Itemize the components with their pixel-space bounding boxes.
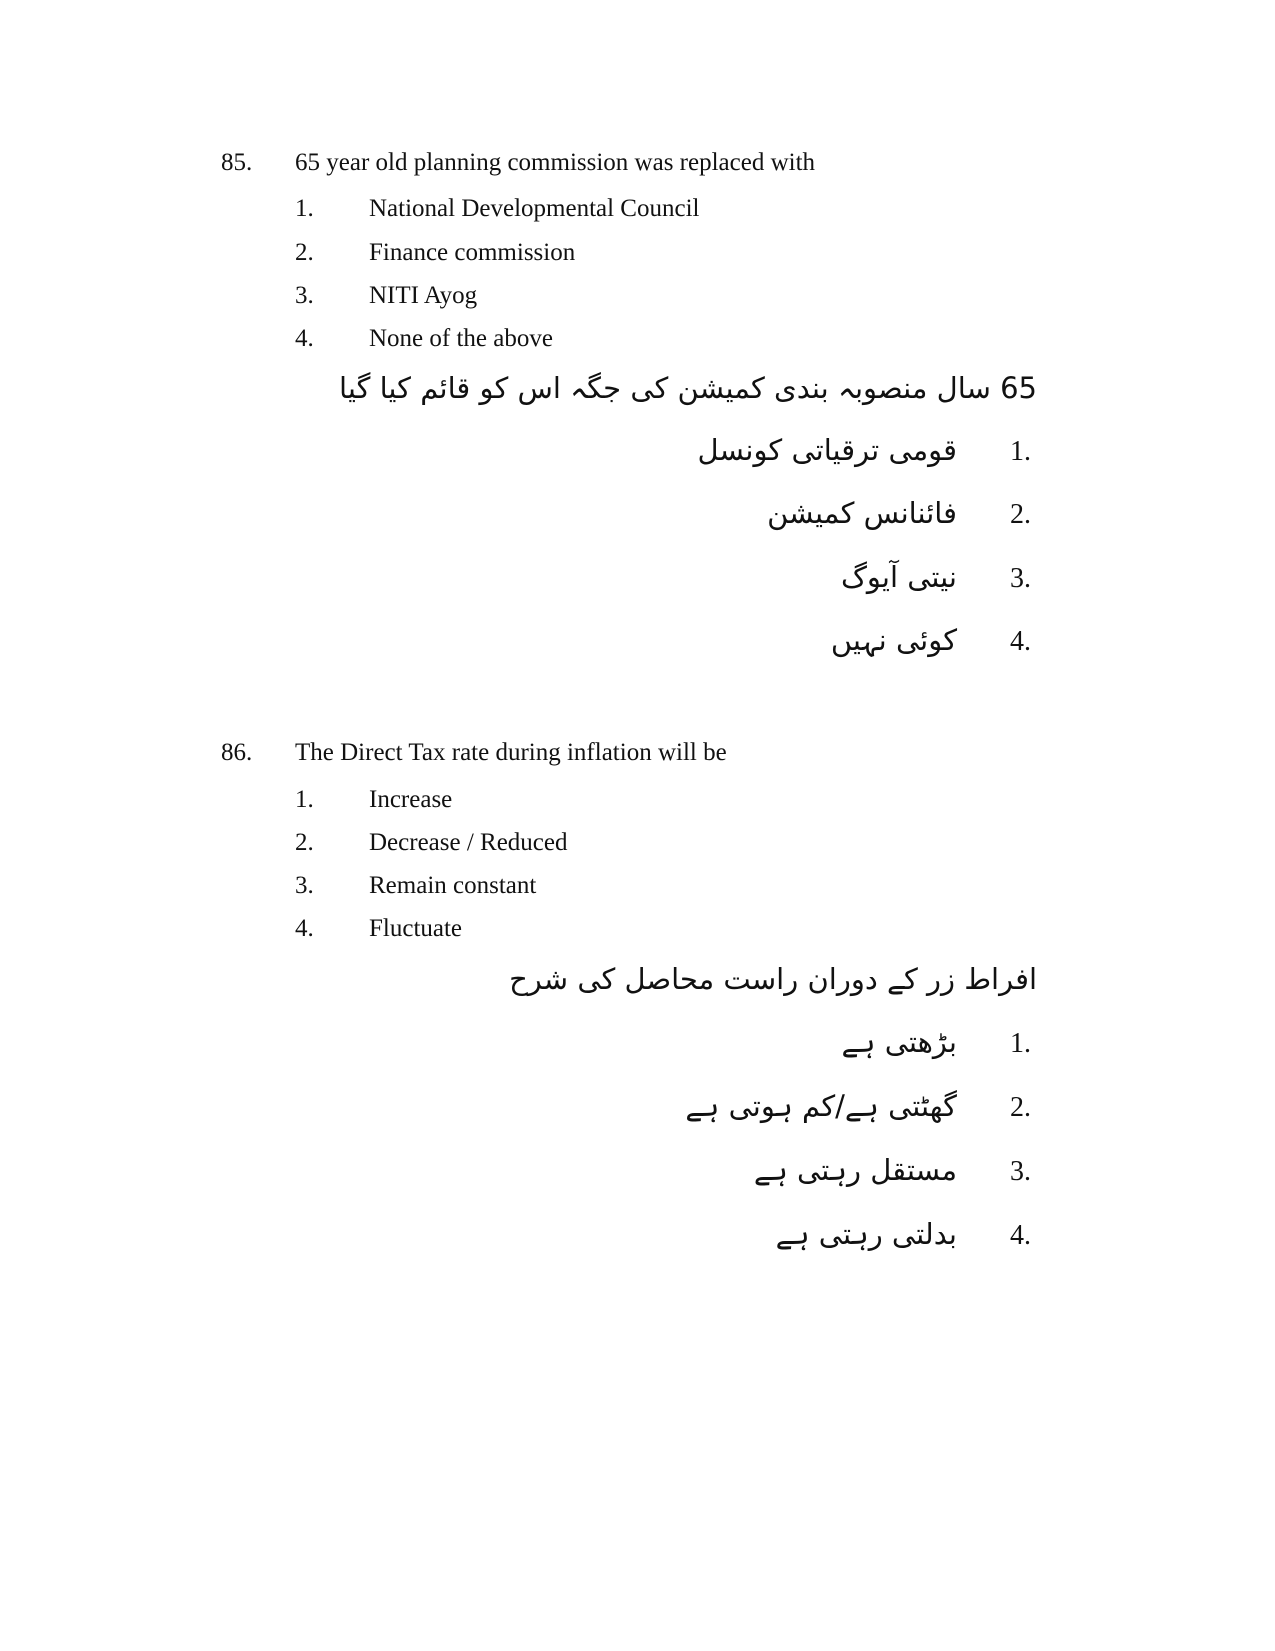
option-text: None of the above (369, 325, 553, 352)
urdu-option-number: 2. (1010, 499, 1031, 530)
urdu-option-text: مستقل رہتی ہے (753, 1153, 957, 1187)
option-number: 3. (295, 282, 314, 309)
question-text: 65 year old planning commission was replaced with (295, 149, 816, 176)
question-number: 85. (221, 149, 253, 176)
urdu-option-text: نیتی آیوگ (840, 560, 957, 594)
question-text: The Direct Tax rate during inflation will be (295, 739, 727, 766)
urdu-option-text: گھٹتی ہے/کم ہوتی ہے (685, 1089, 957, 1123)
option-number: 2. (295, 829, 314, 856)
option-text: Increase (369, 786, 453, 813)
urdu-option-text: بدلتی رہتی ہے (775, 1217, 957, 1251)
urdu-option-text: کوئی نہیں (830, 623, 957, 657)
option-text: Remain constant (369, 872, 537, 899)
urdu-option-text: فائنانس کمیشن (767, 496, 957, 530)
option-number: 3. (295, 872, 314, 899)
option-text: National Developmental Council (369, 195, 700, 222)
urdu-question-text: 65 سال منصوبہ بندی کمیشن کی جگہ اس کو قائم کیا گیا (338, 371, 1037, 405)
option-number: 2. (295, 239, 314, 266)
option-number: 4. (295, 915, 314, 942)
urdu-option-number: 1. (1010, 436, 1031, 467)
question-number: 86. (221, 739, 253, 766)
option-text: Decrease / Reduced (369, 829, 568, 856)
urdu-option-text: بڑھتی ہے (841, 1025, 957, 1059)
urdu-option-number: 3. (1010, 1156, 1031, 1187)
urdu-option-number: 4. (1010, 1220, 1031, 1251)
urdu-option-number: 2. (1010, 1092, 1031, 1123)
option-number: 1. (295, 195, 314, 222)
urdu-option-text: قومی ترقیاتی کونسل (697, 433, 957, 467)
option-number: 4. (295, 325, 314, 352)
option-text: Fluctuate (369, 915, 463, 942)
option-text: NITI Ayog (369, 282, 478, 309)
urdu-option-number: 1. (1010, 1028, 1031, 1059)
option-text: Finance commission (369, 239, 576, 266)
urdu-option-number: 3. (1010, 563, 1031, 594)
option-number: 1. (295, 786, 314, 813)
urdu-question-text: افراط زر کے دوران راست محاصل کی شرح (509, 962, 1037, 996)
urdu-option-number: 4. (1010, 626, 1031, 657)
